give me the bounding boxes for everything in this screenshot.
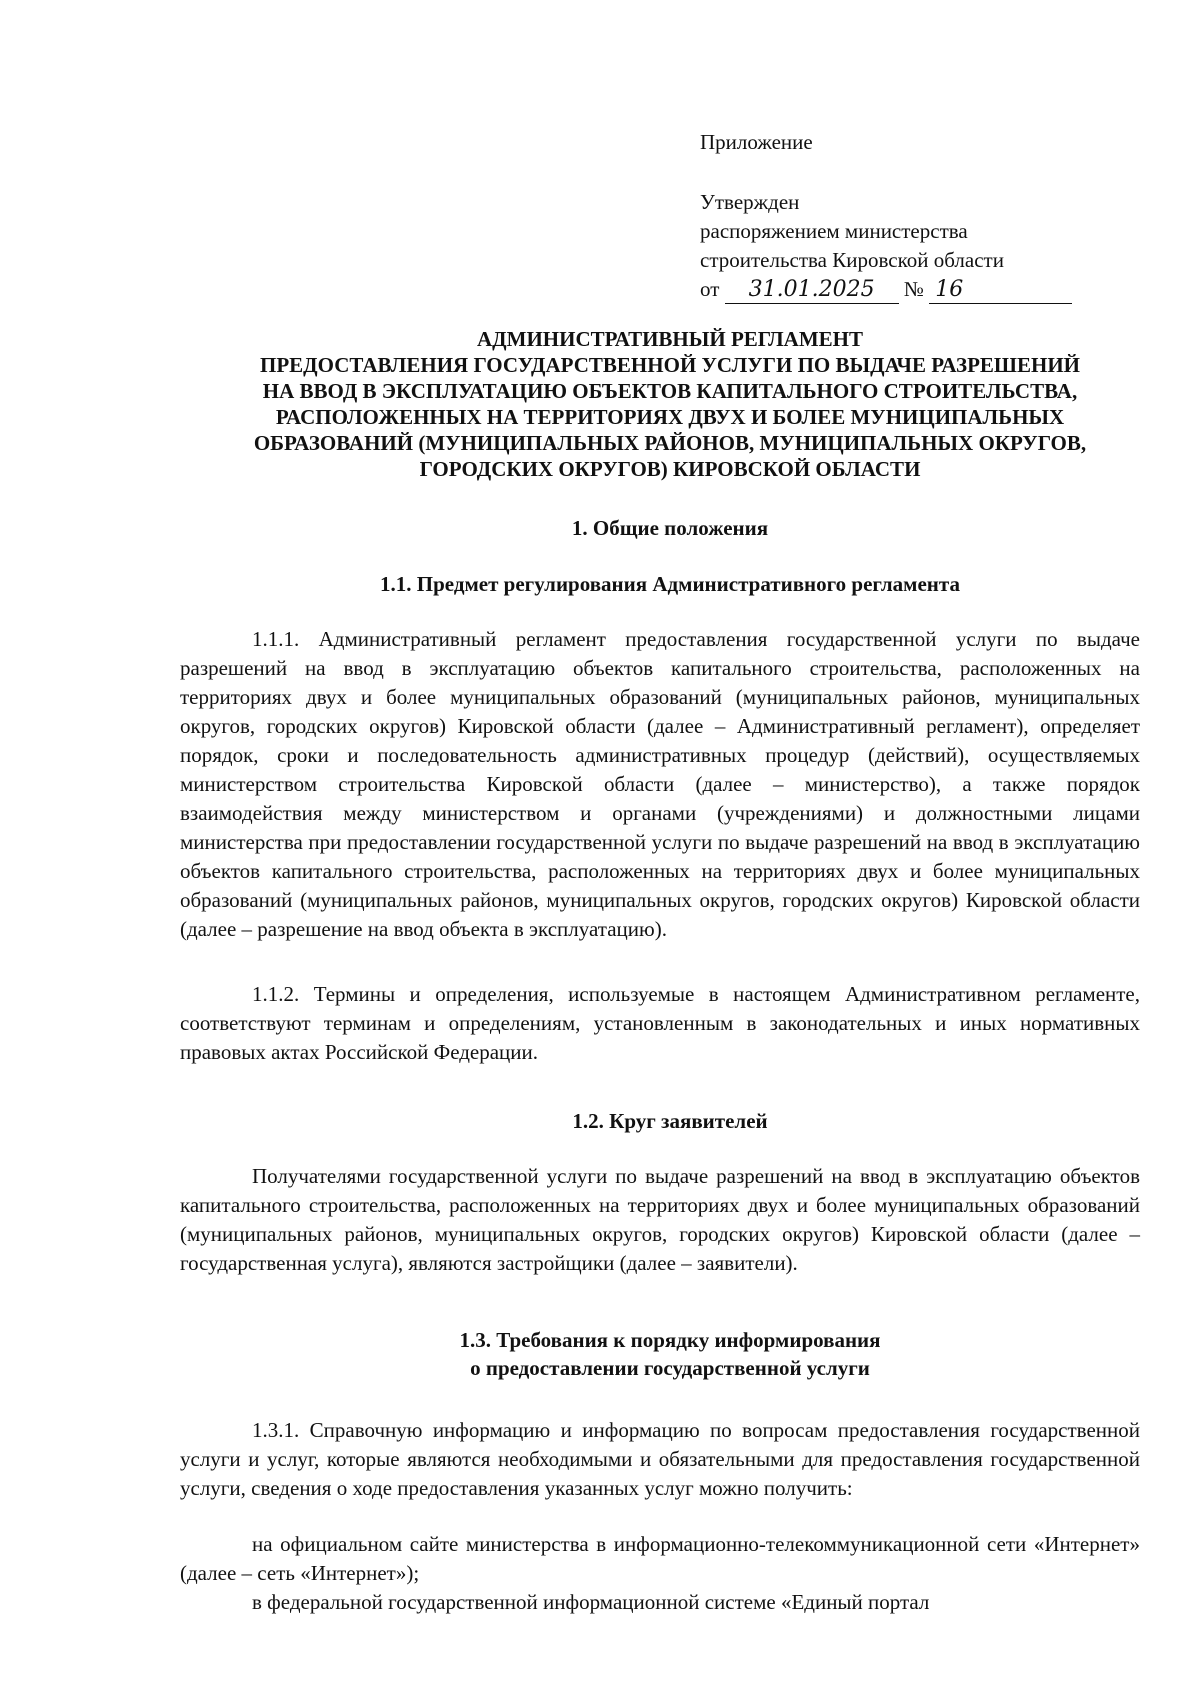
title-line: НА ВВОД В ЭКСПЛУАТАЦИЮ ОБЪЕКТОВ КАПИТАЛЬНОГО СТРОИТЕЛЬСТВА, [262,379,1078,403]
paragraph-1-2: Получателями государственной услуги по выдаче разрешений на ввод в эксплуатацию объектов капитального строительства, расположенных на территориях двух и более муниципальных образований (муниципальных районов, муниципальных округов, городских округов) Кировской области (далее – государственная услуга), являются застройщики (далее – заявители). [180,1164,1140,1275]
approved-label: Утвержден [700,190,800,214]
date-prefix: от [700,277,720,301]
title-line: ПРЕДОСТАВЛЕНИЯ ГОСУДАРСТВЕННОЙ УСЛУГИ ПО ВЫДАЧЕ РАЗРЕШЕНИЙ [260,353,1080,377]
title-line: ГОРОДСКИХ ОКРУГОВ) КИРОВСКОЙ ОБЛАСТИ [419,457,921,481]
title-line: АДМИНИСТРАТИВНЫЙ РЕГЛАМЕНТ [477,327,863,351]
approval-block [700,188,1072,304]
title-line: ОБРАЗОВАНИЙ (МУНИЦИПАЛЬНЫХ РАЙОНОВ, МУНИЦИПАЛЬНЫХ ОКРУГОВ, [253,431,1087,455]
section-heading-informing [180,1326,1160,1382]
number-prefix: № [903,277,924,301]
ministry-label: строительства Кировской области [700,248,1004,272]
paragraph-1-3-1-portal: в федеральной государственной информационной системе «Единый портал [252,1590,930,1614]
paragraph-1-3-1: 1.3.1. Справочную информацию и информацию по вопросам предоставления государственной услуги и услуг, которые являются необходимыми и обязательными для предоставления государственной услуги, сведения о ходе предоставления указанных услуг можно получить: [180,1418,1140,1500]
heading-line: о предоставлении государственной услуги [470,1356,870,1380]
title-line: РАСПОЛОЖЕННЫХ НА ТЕРРИТОРИЯХ ДВУХ И БОЛЕЕ МУНИЦИПАЛЬНЫХ [275,405,1065,429]
document-title [180,326,1160,482]
handwritten-number: 16 [929,278,1072,304]
date-number-line [700,275,1072,304]
paragraph-1-1-2: 1.1.2. Термины и определения, используемые в настоящем Административном регламенте, соответствуют терминам и определениям, установленным в законодательных и иных нормативных правовых актах Российской Федерации. [180,982,1140,1064]
section-heading-general: 1. Общие положения [571,516,769,540]
appendix-label: Приложение [700,130,813,154]
paragraph-1-1-1: 1.1.1. Административный регламент предоставления государственной услуги по выдаче разрешений на ввод в эксплуатацию объектов капитального строительства, расположенных на территориях двух и более муниципальных образований (муниципальных районов, муниципальных округов, городских округов) Кировской области (далее – Административный регламент), определяет порядок, сроки и последовательность административных процедур (действий), осуществляемых министерством строительства Кировской области (далее – министерство), а также порядок взаимодействия между министерством и органами (учреждениями) и должностными лицами министерства при предоставлении государственной услуги по выдаче разрешений на ввод в эксплуатацию объектов капитального строительства, расположенных на территориях двух и более муниципальных образований (муниципальных районов, муниципальных округов, городских округов) Кировской области (далее – разрешение на ввод объекта в эксплуатацию). [180,627,1140,941]
handwritten-date: 31.01.2025 [725,278,899,304]
section-heading-subject: 1.1. Предмет регулирования Административного регламента [380,572,960,596]
order-label: распоряжением министерства [700,219,968,243]
paragraph-1-3-1-website: на официальном сайте министерства в информационно-телекоммуникационной сети «Интернет» (далее – сеть «Интернет»); [180,1532,1140,1585]
heading-line: 1.3. Требования к порядку информирования [459,1328,881,1352]
section-heading-applicants: 1.2. Круг заявителей [572,1109,768,1133]
